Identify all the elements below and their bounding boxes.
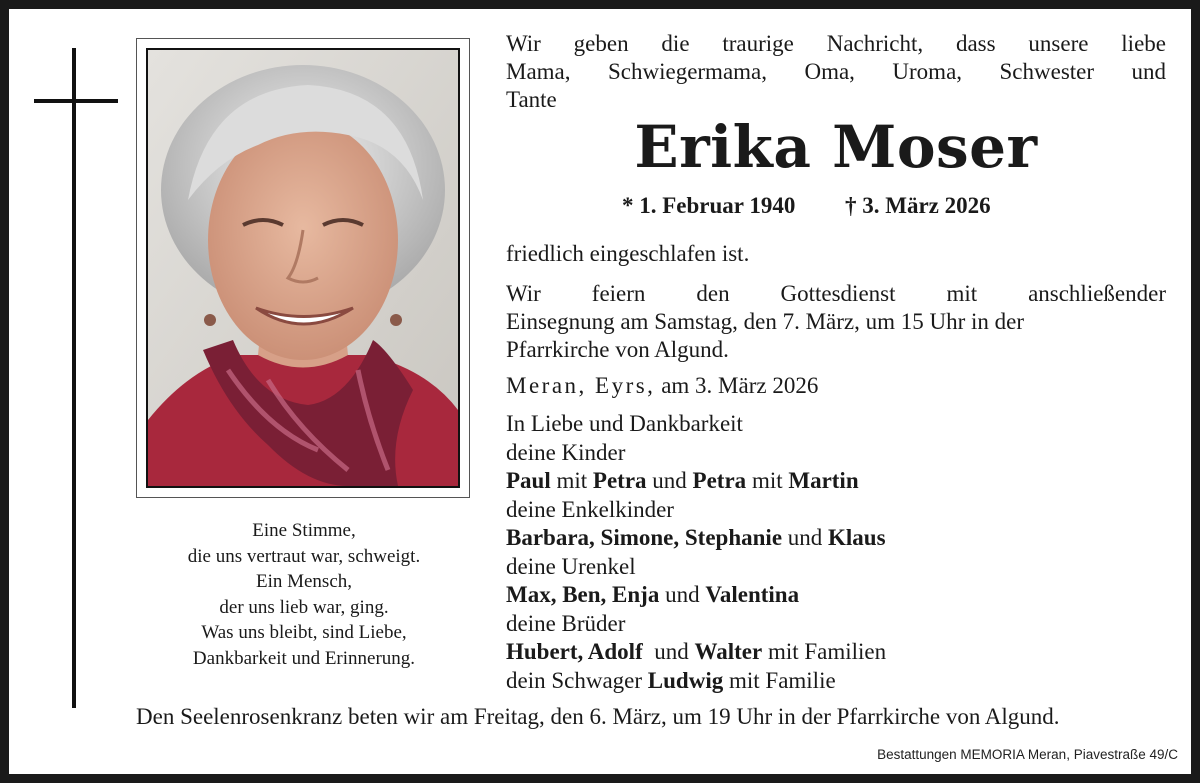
brother-in-law: dein Schwager Ludwig mit Familie xyxy=(506,667,836,693)
poem-line: Eine Stimme, xyxy=(252,520,356,541)
poem-line: der uns lieb war, ging. xyxy=(219,596,389,618)
poem-line: die uns vertraut war, schweigt. xyxy=(187,545,421,567)
cross-icon-bar xyxy=(34,99,118,103)
family-opening: In Liebe und Dankbarkeit xyxy=(506,411,743,436)
poem-line: Ein Mensch, xyxy=(255,571,353,592)
service-info xyxy=(506,280,1166,364)
intro-line: Mama, Schwiegermama, Oma, Uroma, Schwester und xyxy=(506,59,1166,84)
service-line: Pfarrkirche von Algund. xyxy=(506,337,729,362)
death-date: † 3. März 2026 xyxy=(845,193,991,218)
place: Meran, Eyrs, xyxy=(506,373,656,398)
children-names: Paul mit Petra und Petra mit Martin xyxy=(506,468,859,493)
intro-line: Wir geben die traurige Nachricht, dass unsere liebe xyxy=(506,31,1166,56)
service-line: Wir feiern den Gottesdienst mit anschließender xyxy=(506,281,1166,306)
poem-line: Was uns bleibt, sind Liebe, xyxy=(201,622,407,643)
cross-icon xyxy=(72,48,76,708)
rosary-notice: Den Seelenrosenkranz beten wir am Freitag, den 6. März, um 19 Uhr in der Pfarrkirche von Algund. xyxy=(136,704,1060,729)
status-text: friedlich eingeschlafen ist. xyxy=(506,241,750,266)
intro-line: Tante xyxy=(506,87,557,112)
children-label: deine Kinder xyxy=(506,439,626,465)
birth-date: * 1. Februar 1940 xyxy=(622,193,796,218)
great-grandchildren-label: deine Urenkel xyxy=(506,553,636,579)
place-date xyxy=(506,372,1166,400)
deceased-name: Erika Moser xyxy=(634,113,1038,181)
announcement-intro xyxy=(506,30,1166,114)
grandchildren-label: deine Enkelkinder xyxy=(506,496,674,522)
poem xyxy=(120,518,488,671)
service-line: Einsegnung am Samstag, den 7. März, um 15 Uhr in der xyxy=(506,309,1025,334)
grandchildren-names: Barbara, Simone, Stephanie und Klaus xyxy=(506,525,886,550)
date: am 3. März 2026 xyxy=(661,373,819,398)
great-grandchildren-names: Max, Ben, Enja und Valentina xyxy=(506,582,800,607)
undertaker-credit: Bestattungen MEMORIA Meran, Piavestraße 49/C xyxy=(877,747,1178,762)
brothers-label: deine Brüder xyxy=(506,610,626,636)
family-list xyxy=(506,410,886,695)
portrait-photo xyxy=(146,48,460,488)
poem-line: Dankbarkeit und Erinnerung. xyxy=(192,647,416,669)
brothers-names: Hubert, Adolf und Walter mit Familien xyxy=(506,639,887,664)
